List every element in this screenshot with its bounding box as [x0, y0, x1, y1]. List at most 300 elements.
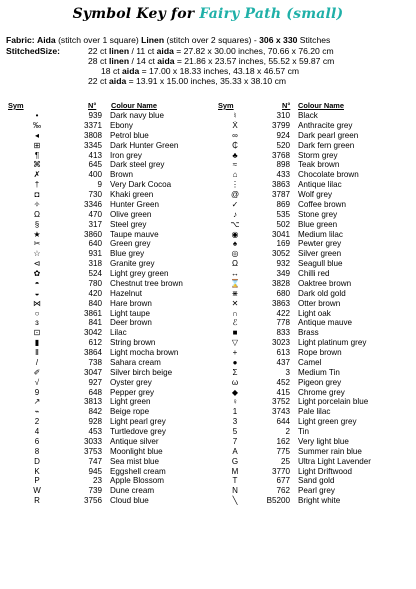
table-row: [207, 200, 410, 210]
table-row: [6, 378, 210, 388]
thread-number-cell: 833: [276, 328, 290, 338]
table-row: [207, 417, 410, 427]
table-row: [207, 467, 410, 477]
thread-number-cell: 840: [88, 298, 102, 308]
symbol-cell: ✗: [33, 170, 41, 180]
thread-number-cell: 3: [285, 367, 290, 377]
thread-number-cell: 422: [276, 308, 290, 318]
colour-name-cell: Silver birch beige: [110, 367, 173, 377]
thread-number-cell: 3345: [83, 140, 102, 150]
table-row: [6, 348, 210, 358]
thread-number-cell: 3864: [83, 348, 102, 357]
colour-name-cell: Brown: [110, 170, 133, 180]
table-row: [207, 437, 410, 447]
colour-name-cell: Dark pearl green: [298, 130, 359, 140]
thread-number-cell: 939: [88, 111, 102, 120]
thread-number-cell: 452: [276, 377, 290, 387]
colour-name-cell: Pigeon grey: [298, 377, 342, 387]
fabric-stitches: 306 x 330: [259, 35, 298, 45]
symbol-cell: M: [231, 466, 239, 476]
table-row: [6, 338, 210, 348]
thread-number-cell: 3770: [271, 466, 290, 476]
table-row: [6, 437, 210, 447]
thread-number-cell: 613: [276, 348, 290, 357]
symbol-cell: ↔: [231, 269, 239, 278]
colour-name-cell: Chestnut tree brown: [110, 278, 183, 288]
thread-number-cell: 162: [276, 436, 290, 446]
colour-name-cell: Oaktree brown: [298, 278, 352, 288]
symbol-cell: 1: [232, 407, 238, 417]
thread-number-cell: 775: [276, 446, 290, 456]
table-row: [207, 249, 410, 259]
symbol-cell: ⊲: [33, 259, 41, 269]
thread-number-cell: 169: [276, 239, 290, 249]
symbol-cell: ▽: [231, 338, 239, 348]
thread-number-cell: 739: [88, 486, 102, 496]
table-row: [6, 358, 210, 368]
colour-name-cell: Apple Blossom: [110, 476, 164, 486]
fabric-linen: Linen: [141, 35, 165, 45]
size-count: 18 ct: [101, 66, 120, 76]
table-row: [6, 180, 210, 190]
symbol-cell: †: [34, 180, 40, 190]
table-row: [207, 141, 410, 151]
colour-name-cell: Seagull blue: [298, 259, 343, 269]
symbol-cell: K: [34, 466, 40, 476]
colour-name-cell: Deer brown: [110, 318, 152, 328]
colour-name-cell: Oyster grey: [110, 377, 152, 387]
table-row: [6, 131, 210, 141]
colour-name-cell: Sahara cream: [110, 357, 161, 367]
symbol-cell: ♠: [232, 239, 238, 249]
colour-name-cell: Eggshell cream: [110, 466, 166, 476]
thread-number-cell: 3346: [83, 199, 102, 209]
symbol-cell: 5: [232, 427, 238, 436]
symbol-cell: ●: [232, 357, 238, 367]
table-row: [6, 151, 210, 161]
thread-number-cell: B5200: [266, 496, 290, 506]
colour-name-cell: Stone grey: [298, 209, 338, 219]
table-row: [207, 358, 410, 368]
thread-number-cell: 3813: [83, 397, 102, 407]
thread-number-cell: 927: [88, 377, 102, 387]
colour-name-cell: Medium Tin: [298, 367, 340, 377]
fabric-aida-note: (stitch over 1 square): [58, 35, 139, 45]
symbol-cell: ♣: [232, 150, 238, 160]
symbol-cell: G: [231, 456, 239, 466]
symbol-cell: @: [230, 190, 240, 199]
thread-number-cell: 780: [88, 278, 102, 288]
stitched-size-row: [88, 46, 334, 56]
symbol-cell: ★: [33, 229, 41, 239]
table-row: [207, 476, 410, 486]
right-header-name: Colour Name: [298, 101, 344, 110]
symbol-cell: D: [34, 456, 40, 466]
size-fabric-a: aida: [109, 76, 127, 86]
colour-name-cell: Silver green: [298, 249, 342, 259]
thread-number-cell: 645: [88, 160, 102, 170]
size-fabric-a: aida: [122, 66, 140, 76]
thread-number-cell: 23: [92, 476, 102, 486]
thread-number-cell: 437: [276, 357, 290, 367]
size-dimensions: = 17.00 x 18.33 inches, 43.18 x 46.57 cm: [141, 66, 300, 76]
colour-name-cell: Dark old gold: [298, 288, 346, 298]
symbol-cell: 3: [232, 417, 238, 427]
symbol-key-table-left: [6, 111, 210, 506]
thread-number-cell: 3753: [83, 446, 102, 456]
thread-number-cell: 640: [88, 239, 102, 249]
left-header-no: N°: [88, 101, 97, 110]
colour-name-cell: Chrome grey: [298, 387, 345, 397]
table-row: [207, 427, 410, 437]
table-row: [207, 496, 410, 506]
symbol-cell: 9: [34, 387, 40, 397]
symbol-cell: ⊡: [33, 328, 41, 338]
colour-name-cell: Camel: [298, 357, 322, 367]
thread-number-cell: 762: [276, 486, 290, 496]
thread-number-cell: 3042: [83, 328, 102, 338]
colour-name-cell: Storm grey: [298, 150, 338, 160]
thread-number-cell: 413: [88, 150, 102, 160]
table-row: [207, 269, 410, 279]
table-row: [6, 328, 210, 338]
colour-name-cell: Steel grey: [110, 219, 147, 229]
symbol-cell: ≈: [232, 160, 238, 170]
thread-number-cell: 932: [276, 259, 290, 269]
colour-name-cell: Light platinum grey: [298, 338, 367, 348]
title-prefix: Symbol Key for: [72, 6, 195, 22]
table-row: [6, 160, 210, 170]
symbol-cell: ₵: [232, 140, 238, 150]
thread-number-cell: 3756: [83, 496, 102, 506]
colour-name-cell: Very light blue: [298, 436, 349, 446]
symbol-cell: ⌘: [33, 160, 41, 170]
thread-number-cell: 3799: [271, 120, 290, 130]
thread-number-cell: 841: [88, 318, 102, 328]
colour-name-cell: Tin: [298, 427, 309, 436]
pattern-name: Fairy Path (small): [199, 6, 344, 22]
thread-number-cell: 453: [88, 427, 102, 436]
colour-name-cell: Dark steel grey: [110, 160, 165, 170]
table-row: [207, 160, 410, 170]
symbol-cell: ◉: [231, 229, 239, 239]
thread-number-cell: 3828: [271, 278, 290, 288]
table-row: [6, 318, 210, 328]
colour-name-cell: Hare brown: [110, 298, 152, 308]
table-row: [6, 388, 210, 398]
symbol-cell: ✓: [231, 199, 239, 209]
symbol-cell: ⋮: [231, 180, 239, 190]
colour-name-cell: Chilli red: [298, 269, 330, 278]
thread-number-cell: 3863: [271, 298, 290, 308]
table-row: [207, 348, 410, 358]
table-row: [6, 249, 210, 259]
size-count: 28 ct: [88, 56, 107, 66]
colour-name-cell: Dune cream: [110, 486, 155, 496]
symbol-cell: ○: [34, 308, 40, 318]
colour-name-cell: Anthracite grey: [298, 120, 353, 130]
thread-number-cell: 310: [276, 111, 290, 120]
symbol-cell: ‰: [33, 120, 41, 130]
thread-number-cell: 535: [276, 209, 290, 219]
table-row: [6, 239, 210, 249]
symbol-cell: 4: [34, 427, 40, 436]
size-count-b: / 14 ct: [131, 56, 155, 66]
table-row: [207, 397, 410, 407]
colour-name-cell: Very Dark Cocoa: [110, 180, 172, 190]
symbol-cell: ◎: [231, 249, 239, 259]
thread-number-cell: 924: [276, 130, 290, 140]
colour-name-cell: Coffee brown: [298, 199, 346, 209]
colour-name-cell: Light Driftwood: [298, 466, 352, 476]
table-row: [6, 447, 210, 457]
symbol-cell: P: [34, 476, 40, 486]
colour-name-cell: Olive green: [110, 209, 152, 219]
table-row: [6, 141, 210, 151]
thread-number-cell: 9: [97, 180, 102, 190]
table-row: [207, 328, 410, 338]
symbol-cell: +: [232, 348, 238, 357]
colour-name-cell: Summer rain blue: [298, 446, 362, 456]
thread-number-cell: 680: [276, 288, 290, 298]
thread-number-cell: 317: [88, 219, 102, 229]
thread-number-cell: 3808: [83, 130, 102, 140]
fabric-stitches-unit: Stitches: [299, 35, 331, 45]
symbol-cell: •: [35, 111, 39, 120]
size-count: 22 ct: [88, 46, 107, 56]
size-fabric-a: linen: [109, 56, 130, 66]
table-row: [207, 457, 410, 467]
table-row: [207, 289, 410, 299]
thread-number-cell: 25: [280, 456, 290, 466]
symbol-cell: ◂: [34, 130, 39, 140]
size-fabric-b: aida: [157, 56, 175, 66]
symbol-cell: N: [232, 486, 238, 496]
colour-name-cell: Granite grey: [110, 259, 155, 269]
thread-number-cell: 502: [276, 219, 290, 229]
symbol-cell: ω: [231, 377, 239, 387]
table-row: [6, 111, 210, 121]
thread-number-cell: 3752: [271, 397, 290, 407]
fabric-aida: Aida: [37, 35, 56, 45]
symbol-cell: ∩: [232, 308, 238, 318]
thread-number-cell: 524: [88, 269, 102, 278]
symbol-cell: ¶: [34, 150, 40, 160]
symbol-cell: W: [33, 486, 41, 496]
symbol-cell: ✐: [33, 367, 41, 377]
colour-name-cell: Green grey: [110, 239, 151, 249]
symbol-cell: Ẋ: [232, 120, 238, 130]
stitched-size-row: [88, 76, 286, 86]
table-row: [6, 200, 210, 210]
colour-name-cell: Antique lilac: [298, 180, 342, 190]
symbol-cell: ✕: [231, 298, 239, 308]
thread-number-cell: 3052: [271, 249, 290, 259]
size-count: 22 ct: [88, 76, 107, 86]
symbol-cell: ⌥: [230, 219, 240, 229]
right-header-no: N°: [282, 101, 291, 110]
symbol-cell: ∞: [232, 130, 238, 140]
symbol-cell: ⋇: [231, 288, 239, 298]
colour-name-cell: Light mocha brown: [110, 348, 179, 357]
colour-name-cell: Antique silver: [110, 436, 159, 446]
table-row: [6, 190, 210, 200]
colour-name-cell: Hazelnut: [110, 288, 142, 298]
symbol-cell: ■: [232, 328, 238, 338]
thread-number-cell: 520: [276, 140, 290, 150]
colour-name-cell: Teak brown: [298, 160, 340, 170]
symbol-cell: 2: [34, 417, 40, 427]
table-row: [207, 388, 410, 398]
symbol-cell: A: [232, 446, 238, 456]
symbol-cell: 7: [232, 436, 238, 446]
symbol-cell: ⌂: [232, 170, 238, 180]
colour-name-cell: Blue grey: [110, 249, 145, 259]
table-row: [207, 111, 410, 121]
thread-number-cell: 3787: [271, 190, 290, 199]
symbol-cell: ⌁: [34, 407, 40, 417]
left-header-name: Colour Name: [111, 101, 157, 110]
symbol-cell: Σ: [232, 367, 238, 377]
symbol-cell: ◘: [34, 190, 40, 199]
colour-name-cell: Pewter grey: [298, 239, 342, 249]
table-row: [207, 318, 410, 328]
thread-number-cell: 3041: [271, 229, 290, 239]
symbol-cell: ⋈: [33, 298, 41, 308]
symbol-cell: ✂: [33, 239, 41, 249]
colour-name-cell: Light taupe: [110, 308, 151, 318]
thread-number-cell: 730: [88, 190, 102, 199]
symbol-cell: ✧: [33, 199, 41, 209]
colour-name-cell: Iron grey: [110, 150, 142, 160]
colour-name-cell: Medium lilac: [298, 229, 343, 239]
table-row: [6, 417, 210, 427]
table-row: [6, 457, 210, 467]
colour-name-cell: Chocolate brown: [298, 170, 359, 180]
symbol-cell: Ⅱ: [35, 348, 39, 357]
colour-name-cell: Lilac: [110, 328, 127, 338]
fabric-linen-note: (stitch over 2 squares) -: [166, 35, 257, 45]
symbol-cell: ♮: [233, 111, 237, 120]
symbol-cell: √: [34, 377, 40, 387]
colour-name-cell: Blue green: [298, 219, 338, 229]
colour-name-cell: Otter brown: [298, 298, 341, 308]
thread-number-cell: 945: [88, 466, 102, 476]
table-row: [207, 279, 410, 289]
table-row: [207, 180, 410, 190]
colour-name-cell: Ultra Light Lavender: [298, 456, 371, 466]
colour-name-cell: Pepper grey: [110, 387, 155, 397]
table-row: [207, 486, 410, 496]
colour-name-cell: Bright white: [298, 496, 341, 506]
symbol-cell: 8: [34, 446, 40, 456]
symbol-cell: /: [35, 357, 39, 367]
symbol-cell: ✿: [33, 269, 41, 278]
symbol-cell: ▮: [34, 338, 40, 348]
thread-number-cell: 3743: [271, 407, 290, 417]
table-row: [6, 407, 210, 417]
table-row: [207, 121, 410, 131]
thread-number-cell: 349: [276, 269, 290, 278]
thread-number-cell: 318: [88, 259, 102, 269]
colour-name-cell: Dark Hunter Green: [110, 140, 179, 150]
colour-name-cell: Light pearl grey: [110, 417, 166, 427]
thread-number-cell: 470: [88, 209, 102, 219]
stitched-size-row: [88, 56, 334, 66]
table-row: [6, 259, 210, 269]
colour-name-cell: Light green: [110, 397, 151, 407]
thread-number-cell: 433: [276, 170, 290, 180]
symbol-cell: ɜ: [35, 318, 39, 328]
colour-name-cell: Dark fern green: [298, 140, 355, 150]
symbol-cell: ◆: [231, 387, 239, 397]
symbol-cell: Ω: [34, 209, 40, 219]
table-row: [6, 279, 210, 289]
colour-name-cell: Sea mist blue: [110, 456, 160, 466]
thread-number-cell: 3371: [83, 120, 102, 130]
colour-name-cell: Pale lilac: [298, 407, 331, 417]
thread-number-cell: 3861: [83, 308, 102, 318]
colour-name-cell: Light oak: [298, 308, 331, 318]
table-row: [207, 151, 410, 161]
size-fabric-b: aida: [156, 46, 174, 56]
thread-number-cell: 612: [88, 338, 102, 348]
symbol-cell: §: [34, 219, 40, 229]
table-row: [6, 220, 210, 230]
table-row: [207, 378, 410, 388]
symbol-cell: ⌛: [230, 278, 240, 288]
thread-number-cell: 644: [276, 417, 290, 427]
size-fabric-a: linen: [109, 46, 130, 56]
thread-number-cell: 778: [276, 318, 290, 328]
thread-number-cell: 842: [88, 407, 102, 417]
colour-name-cell: Light porcelain blue: [298, 397, 369, 407]
thread-number-cell: 931: [88, 249, 102, 259]
table-row: [207, 368, 410, 378]
size-dimensions: = 27.82 x 30.00 inches, 70.66 x 76.20 cm: [176, 46, 334, 56]
table-row: [6, 496, 210, 506]
table-row: [207, 338, 410, 348]
colour-name-cell: Petrol blue: [110, 130, 149, 140]
stitched-size-row: [101, 66, 299, 76]
symbol-cell: R: [34, 496, 40, 506]
table-row: [6, 121, 210, 131]
thread-number-cell: 677: [276, 476, 290, 486]
colour-name-cell: Light green grey: [298, 417, 357, 427]
symbol-cell: ℰ: [232, 318, 238, 328]
colour-name-cell: Sand gold: [298, 476, 335, 486]
thread-number-cell: 3033: [83, 436, 102, 446]
table-row: [207, 210, 410, 220]
colour-name-cell: Dark navy blue: [110, 111, 164, 120]
left-header-sym: Sym: [8, 101, 24, 110]
symbol-cell: T: [232, 476, 238, 486]
symbol-cell: 6: [34, 436, 40, 446]
thread-number-cell: 2: [285, 427, 290, 436]
thread-number-cell: 738: [88, 357, 102, 367]
table-row: [207, 220, 410, 230]
table-row: [6, 299, 210, 309]
symbol-cell: ♀: [232, 397, 238, 407]
table-row: [6, 368, 210, 378]
table-row: [6, 289, 210, 299]
colour-name-cell: Taupe mauve: [110, 229, 159, 239]
table-row: [207, 170, 410, 180]
symbol-cell: ╲: [232, 496, 238, 506]
colour-name-cell: Antique mauve: [298, 318, 352, 328]
colour-name-cell: Wolf grey: [298, 190, 333, 199]
table-row: [6, 486, 210, 496]
